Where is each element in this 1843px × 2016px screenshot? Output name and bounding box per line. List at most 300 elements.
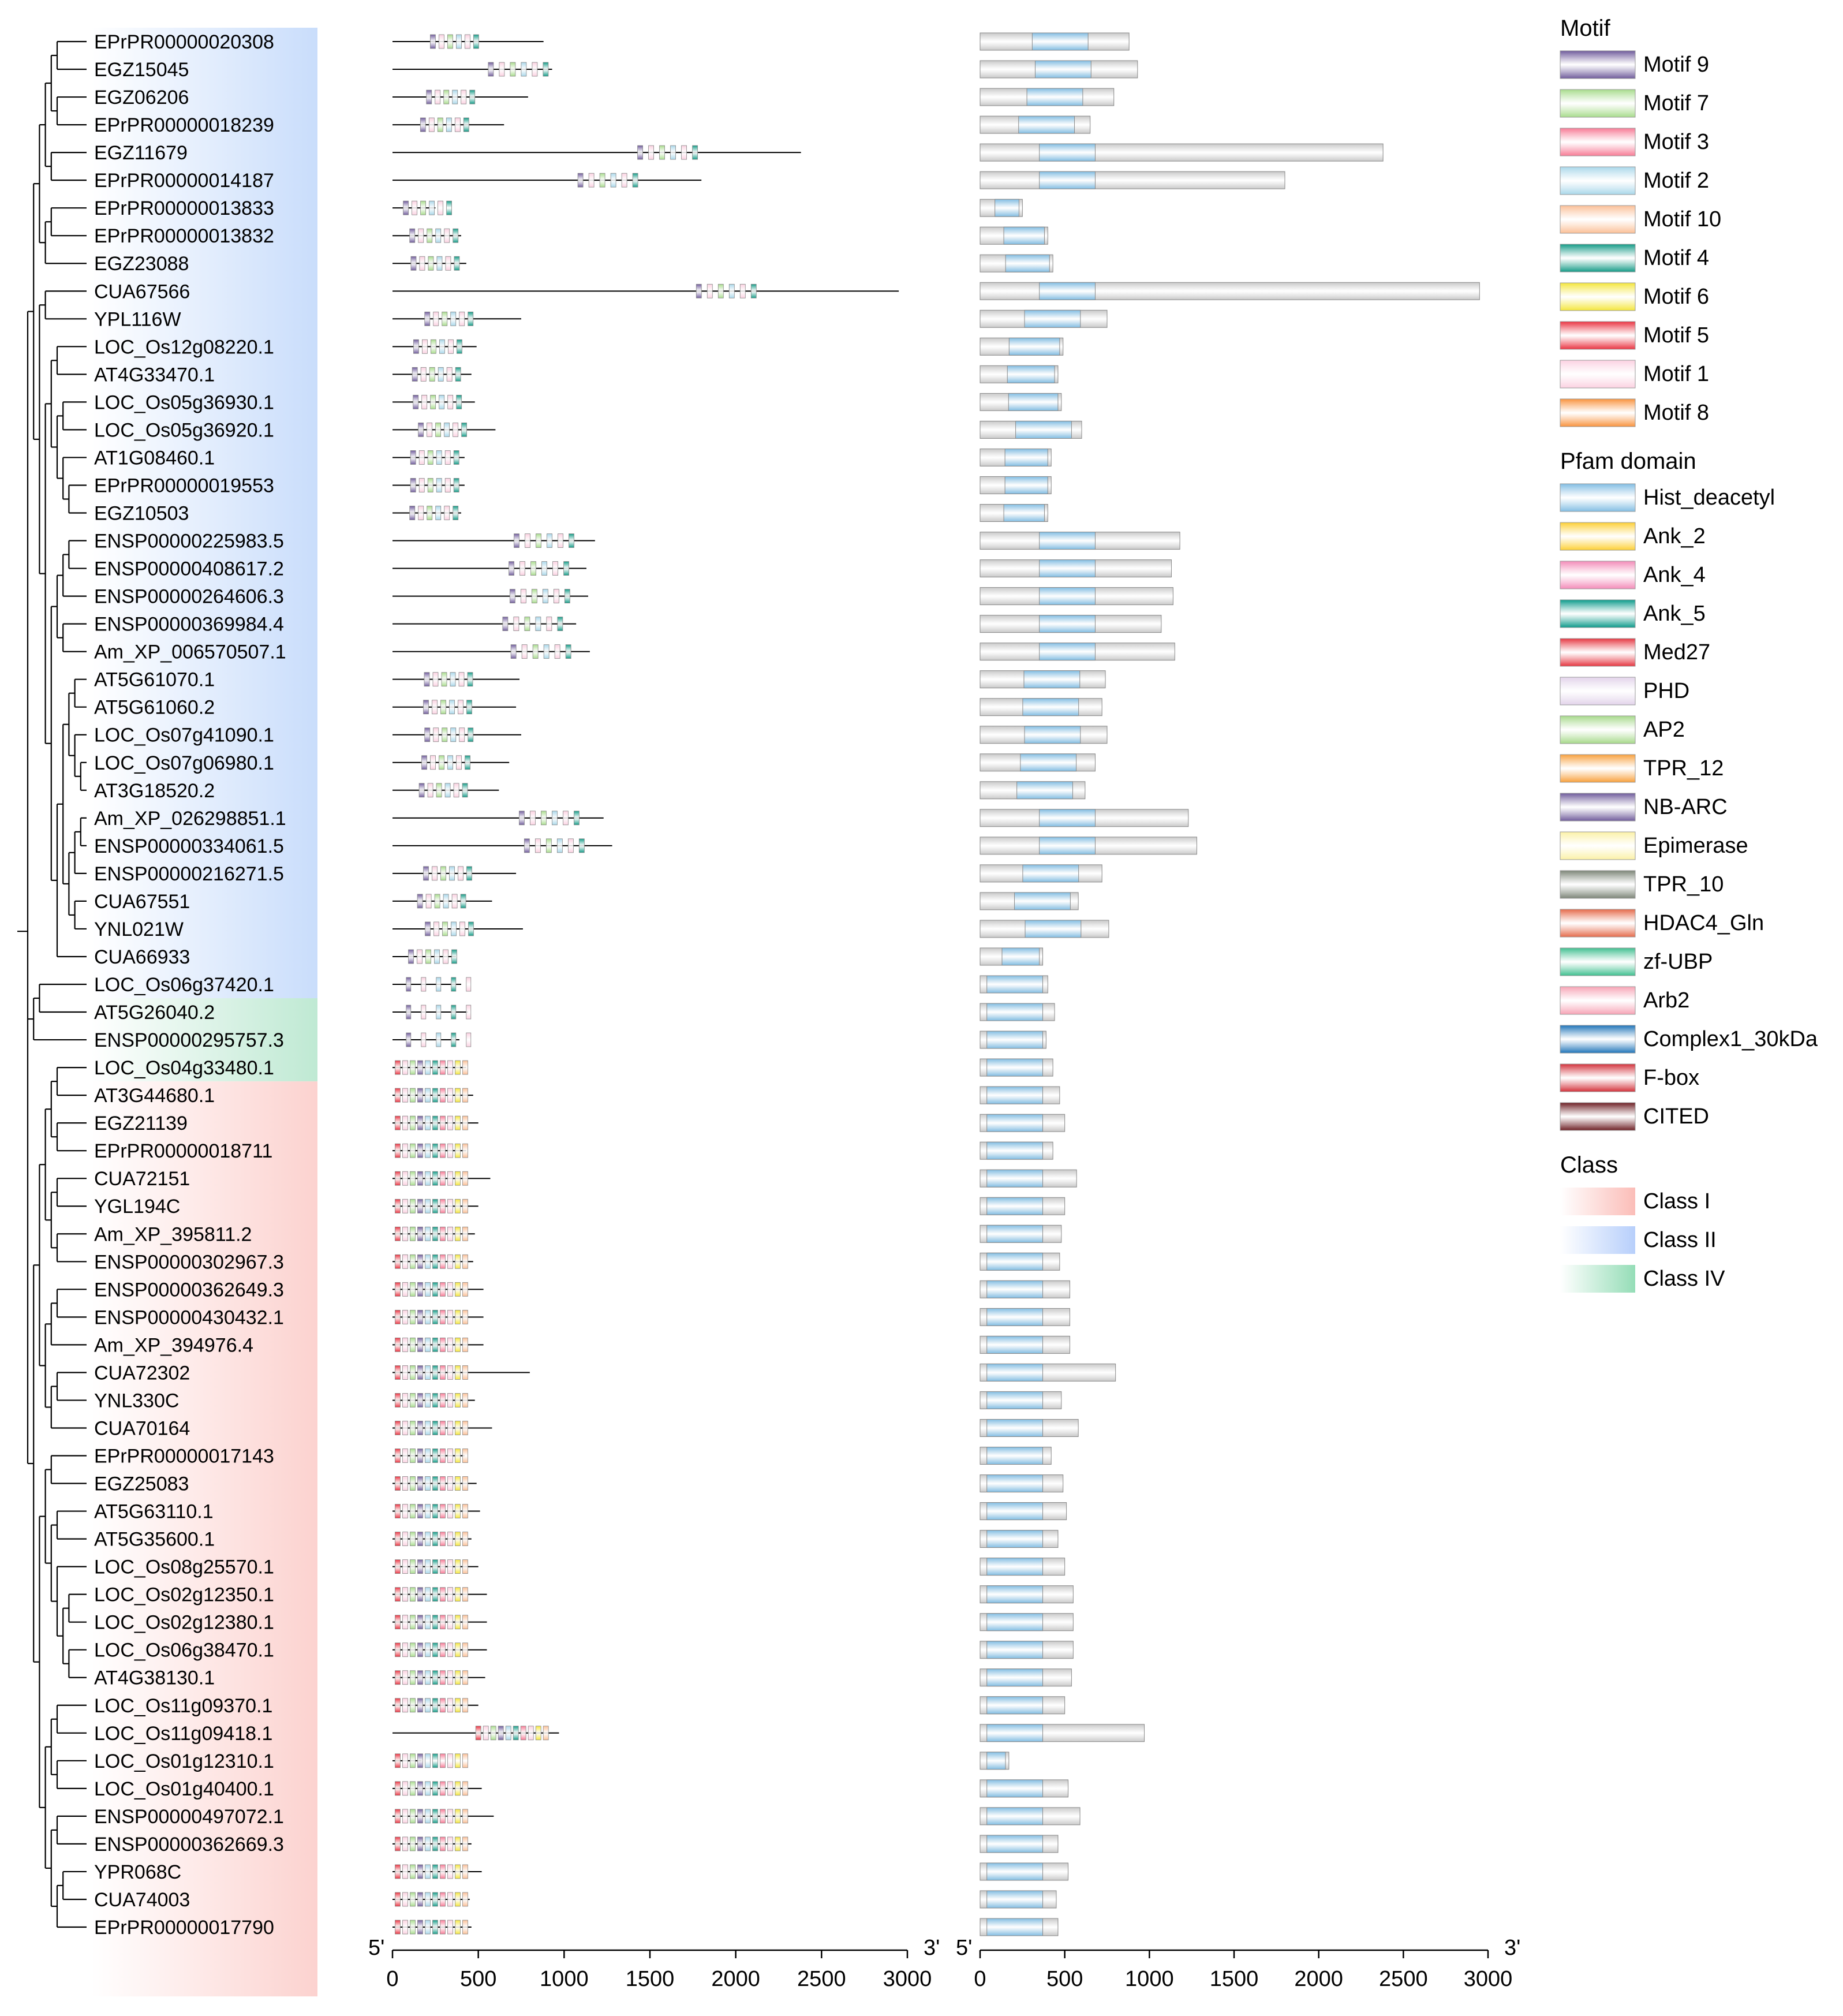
motif-box: [432, 1144, 438, 1158]
axis-tick-label: 0: [386, 1967, 399, 1991]
motif-box: [432, 1532, 438, 1546]
motif-box: [419, 450, 424, 464]
motif-box: [395, 1588, 400, 1601]
motif-box: [425, 1671, 430, 1685]
motif-box: [638, 145, 643, 159]
protein-label: EPrPR00000017790: [94, 1917, 274, 1939]
protein-label: CUA66933: [94, 946, 190, 968]
motif-box: [425, 1061, 430, 1074]
motif-box: [531, 562, 536, 576]
motif-box: [447, 1671, 453, 1685]
pfam-legend-swatch: [1560, 484, 1635, 512]
motif-box: [447, 1865, 453, 1879]
axis-tick-label: 2500: [797, 1967, 846, 1991]
motif-box: [461, 90, 466, 104]
motif-box: [511, 645, 516, 659]
motif-box: [425, 1365, 430, 1379]
motif-box: [395, 1282, 400, 1296]
protein-label: AT5G63110.1: [94, 1500, 214, 1523]
motif-legend-label: Motif 2: [1643, 169, 1710, 193]
motif-box: [440, 1588, 445, 1601]
domain-hist-deacetyl: [987, 1142, 1043, 1159]
domain-hist-deacetyl: [1024, 671, 1080, 688]
domain-hist-deacetyl: [1040, 144, 1096, 161]
motif-box: [547, 534, 552, 548]
domain-hist-deacetyl: [987, 1835, 1043, 1853]
motif-box: [544, 645, 549, 659]
motif-box: [395, 1920, 400, 1934]
motif-box: [417, 1532, 423, 1546]
protein-label: LOC_Os05g36920.1: [94, 419, 274, 442]
motif-box: [425, 1255, 430, 1268]
motif-box: [447, 1393, 453, 1407]
motif-box: [432, 1171, 438, 1185]
protein-label: Am_XP_026298851.1: [94, 807, 286, 830]
motif-box: [395, 1671, 400, 1685]
domain-hist-deacetyl: [987, 1447, 1043, 1465]
motif-box: [453, 423, 458, 436]
motif-box: [440, 1171, 445, 1185]
motif-box: [395, 1615, 400, 1629]
motif-box: [417, 1144, 423, 1158]
motif-box: [436, 1033, 441, 1047]
protein-label: LOC_Os07g06980.1: [94, 752, 274, 774]
motif-box: [455, 1560, 460, 1574]
motif-box: [417, 1227, 423, 1241]
motif-box: [417, 1892, 423, 1906]
axis-5prime-label: 5': [368, 1936, 385, 1960]
motif-box: [440, 1698, 445, 1712]
motif-box: [417, 1504, 423, 1518]
motif-box: [429, 367, 435, 381]
motif-box: [514, 534, 519, 548]
motif-box: [419, 783, 424, 797]
motif-box: [448, 756, 453, 770]
motif-box: [425, 1338, 430, 1352]
pfam-legend-swatch: [1560, 755, 1635, 782]
motif-box: [462, 1061, 468, 1074]
domain-hist-deacetyl: [987, 1059, 1043, 1076]
motif-box: [455, 1754, 460, 1768]
motif-box: [410, 1920, 415, 1934]
motif-box: [440, 1199, 445, 1213]
motif-box: [436, 229, 441, 242]
motif-box: [410, 229, 415, 242]
axis-tick-label: 0: [974, 1967, 986, 1991]
motif-box: [432, 1338, 438, 1352]
motif-box: [432, 1865, 438, 1879]
protein-label: YGL194C: [94, 1196, 181, 1218]
motif-box: [417, 1477, 423, 1491]
domain-hist-deacetyl: [1032, 33, 1088, 50]
motif-box: [462, 1421, 468, 1435]
pfam-legend-label: zf-UBP: [1643, 950, 1713, 974]
domain-hist-deacetyl: [1020, 754, 1076, 771]
motif-box: [462, 1255, 468, 1268]
motif-box: [447, 1421, 453, 1435]
motif-box: [441, 700, 446, 714]
motif-box: [438, 367, 443, 381]
motif-box: [448, 395, 453, 409]
motif-box: [432, 1643, 438, 1657]
motif-box: [440, 1393, 445, 1407]
motif-box: [402, 1865, 408, 1879]
motif-box: [432, 1255, 438, 1268]
motif-legend-swatch: [1560, 89, 1635, 117]
motif-box: [406, 1033, 411, 1047]
motif-box: [410, 1837, 415, 1851]
motif-box: [427, 90, 432, 104]
protein-label: EGZ21139: [94, 1112, 188, 1135]
protein-label: ENSP00000334061.5: [94, 835, 284, 857]
motif-box: [424, 673, 429, 686]
motif-box: [432, 1504, 438, 1518]
motif-box: [473, 35, 478, 48]
protein-label: AT5G61060.2: [94, 696, 215, 719]
motif-box: [436, 478, 442, 492]
motif-box: [447, 1449, 453, 1463]
motif-box: [417, 1088, 423, 1102]
motif-box: [410, 1421, 415, 1435]
motif-box: [410, 1227, 415, 1241]
protein-label: EPrPR00000013833: [94, 197, 274, 220]
motif-box: [432, 1892, 438, 1906]
motif-box: [402, 1532, 408, 1546]
protein-label: LOC_Os11g09418.1: [94, 1722, 273, 1745]
motif-box: [463, 118, 469, 132]
motif-box: [455, 1449, 460, 1463]
motif-box: [466, 1005, 471, 1019]
protein-label: AT5G26040.2: [94, 1002, 215, 1024]
motif-box: [546, 839, 551, 853]
protein-label: Am_XP_006570507.1: [94, 641, 286, 663]
motif-box: [444, 506, 450, 520]
phylogenetic-tree: [17, 42, 87, 1927]
domain-hist-deacetyl: [1007, 365, 1055, 383]
motif-box: [740, 284, 745, 298]
motif-box: [433, 673, 438, 686]
motif-box: [454, 450, 459, 464]
protein-label: Am_XP_395811.2: [94, 1223, 252, 1246]
motif-box: [459, 312, 465, 326]
motif-box: [417, 1671, 423, 1685]
motif-box: [445, 478, 450, 492]
motif-box: [455, 1865, 460, 1879]
motif-legend-swatch: [1560, 360, 1635, 388]
motif-box: [395, 1116, 400, 1130]
motif-box: [395, 1892, 400, 1906]
domain-hist-deacetyl: [1004, 227, 1044, 244]
domain-hist-deacetyl: [987, 1475, 1043, 1492]
motif-box: [442, 312, 447, 326]
motif-box: [440, 1061, 445, 1074]
motif-box: [433, 922, 439, 936]
motif-box: [425, 1088, 430, 1102]
motif-box: [395, 1504, 400, 1518]
motif-box: [447, 1643, 453, 1657]
motif-box: [432, 1698, 438, 1712]
domain-hist-deacetyl: [1017, 782, 1073, 799]
motif-box: [455, 1698, 460, 1712]
motif-box: [682, 145, 687, 159]
motif-box: [455, 1782, 460, 1795]
motif-box: [424, 867, 429, 880]
domain-hist-deacetyl: [987, 1003, 1043, 1021]
motif-box: [707, 284, 712, 298]
motif-box: [447, 1892, 453, 1906]
motif-box: [554, 589, 559, 603]
motif-box: [444, 90, 449, 104]
motif-box: [395, 1338, 400, 1352]
class-legend-swatch: [1560, 1226, 1635, 1254]
motif-box: [425, 1920, 430, 1934]
motif-box: [432, 1671, 438, 1685]
protein-label: EPrPR00000018239: [94, 114, 274, 137]
motif-box: [421, 1033, 426, 1047]
motif-box: [402, 1671, 408, 1685]
motif-box: [447, 1477, 453, 1491]
protein-label: LOC_Os12g08220.1: [94, 336, 274, 359]
motif-box: [402, 1116, 408, 1130]
motif-box: [510, 62, 515, 76]
motif-box: [557, 839, 562, 853]
motif-box: [447, 1088, 453, 1102]
protein-label: AT5G61070.1: [94, 669, 215, 691]
motif-box: [429, 201, 435, 215]
protein-label: ENSP00000216271.5: [94, 863, 284, 885]
protein-label: LOC_Os06g37420.1: [94, 974, 274, 996]
motif-box: [395, 1754, 400, 1768]
motif-box: [425, 1477, 430, 1491]
motif-box: [431, 395, 436, 409]
motif-box: [455, 1837, 460, 1851]
domain-hist-deacetyl: [987, 1087, 1043, 1104]
motif-box: [440, 1310, 445, 1324]
protein-label: EGZ23088: [94, 253, 189, 275]
motif-box: [467, 700, 472, 714]
axis-tick-label: 1000: [540, 1967, 589, 1991]
motif-box: [417, 1698, 423, 1712]
motif-box: [440, 1920, 445, 1934]
motif-box: [514, 617, 519, 631]
motif-box: [547, 617, 552, 631]
motif-box: [462, 1227, 468, 1241]
motif-box: [729, 284, 734, 298]
motif-box: [447, 1532, 453, 1546]
domain-hist-deacetyl: [987, 1724, 1043, 1742]
motif-box: [455, 1671, 460, 1685]
domain-hist-deacetyl: [1025, 726, 1081, 744]
motif-box: [455, 1504, 460, 1518]
motif-box: [432, 1227, 438, 1241]
motif-box: [448, 339, 453, 353]
motif-box: [440, 1116, 445, 1130]
motif-legend-swatch: [1560, 51, 1635, 79]
motif-box: [447, 1227, 453, 1241]
protein-label: AT3G44680.1: [94, 1085, 215, 1107]
motif-box: [447, 1199, 453, 1213]
motif-box: [426, 950, 431, 964]
protein-label: EGZ15045: [94, 59, 189, 81]
motif-box: [425, 1504, 430, 1518]
motif-box: [462, 423, 467, 436]
motif-box: [425, 1144, 430, 1158]
motif-box: [425, 1809, 430, 1823]
motif-box: [410, 1588, 415, 1601]
motif-legend-label: Motif 7: [1643, 91, 1710, 115]
motif-box: [455, 1088, 460, 1102]
motif-box: [402, 1643, 408, 1657]
legend: [1560, 16, 1818, 1293]
motif-box: [455, 1920, 460, 1934]
motif-box: [440, 1837, 445, 1851]
protein-label: ENSP00000408617.2: [94, 558, 284, 580]
motif-box: [455, 1255, 460, 1268]
motif-box: [417, 1171, 423, 1185]
motif-box: [413, 395, 418, 409]
protein-label: Am_XP_394976.4: [94, 1334, 253, 1357]
motif-box: [462, 1671, 468, 1685]
protein-label: EGZ06206: [94, 87, 189, 109]
domain-hist-deacetyl: [987, 1697, 1043, 1714]
domain-hist-deacetyl: [1025, 310, 1081, 327]
motif-box: [402, 1255, 408, 1268]
pfam-legend-label: AP2: [1643, 718, 1685, 742]
motif-box: [454, 783, 459, 797]
motif-box: [425, 1282, 430, 1296]
motif-box: [536, 1726, 541, 1740]
motif-box: [395, 1449, 400, 1463]
pfam-legend-title: Pfam domain: [1560, 449, 1696, 474]
motif-legend-title: Motif: [1560, 16, 1610, 41]
motif-box: [536, 534, 541, 548]
motif-box: [451, 977, 456, 991]
motif-box: [425, 922, 430, 936]
motif-box: [402, 1754, 408, 1768]
domain-hist-deacetyl: [987, 1530, 1043, 1548]
motif-box: [421, 1005, 426, 1019]
protein-label: YNL330C: [94, 1390, 180, 1412]
pfam-legend-label: Complex1_30kDa: [1643, 1027, 1818, 1051]
motif-box: [436, 977, 441, 991]
motif-box: [462, 1338, 468, 1352]
motif-box: [395, 1421, 400, 1435]
domain-hist-deacetyl: [987, 1170, 1043, 1187]
motif-box: [435, 950, 440, 964]
domain-hist-deacetyl: [987, 1863, 1043, 1880]
motif-box: [410, 1199, 415, 1213]
motif-legend-swatch: [1560, 128, 1635, 156]
motif-box: [462, 1504, 468, 1518]
motif-box: [402, 1504, 408, 1518]
motif-box: [425, 1698, 430, 1712]
motif-box: [525, 617, 530, 631]
motif-box: [506, 1726, 511, 1740]
motif-box: [425, 1837, 430, 1851]
motif-box: [410, 1255, 415, 1268]
motif-box: [410, 1809, 415, 1823]
motif-box: [410, 1504, 415, 1518]
motif-box: [660, 145, 665, 159]
class-legend-label: Class IV: [1643, 1267, 1725, 1291]
motif-box: [410, 1615, 415, 1629]
motif-box: [432, 1449, 438, 1463]
protein-label: YNL021W: [94, 918, 184, 940]
motif-box: [542, 562, 547, 576]
motif-box: [696, 284, 701, 298]
motif-box: [417, 1310, 423, 1324]
motif-box: [417, 1116, 423, 1130]
motif-box: [452, 894, 457, 908]
motif-box: [417, 1865, 423, 1879]
motif-box: [574, 811, 579, 825]
motif-box: [453, 506, 458, 520]
motif-box: [447, 1282, 453, 1296]
motif-box: [532, 62, 537, 76]
motif-box: [422, 339, 427, 353]
motif-box: [425, 1754, 430, 1768]
motif-box: [432, 1588, 438, 1601]
motif-box: [447, 367, 452, 381]
motif-box: [447, 35, 453, 48]
motif-box: [406, 977, 411, 991]
motif-box: [412, 201, 417, 215]
motif-box: [425, 1782, 430, 1795]
protein-label: ENSP00000295757.3: [94, 1029, 284, 1052]
domain-hist-deacetyl: [1023, 865, 1079, 882]
motif-box: [440, 1421, 445, 1435]
motif-panel: [392, 35, 899, 1934]
domain-hist-deacetyl: [987, 1614, 1043, 1631]
domain-hist-deacetyl: [1040, 282, 1096, 300]
motif-box: [440, 1365, 445, 1379]
protein-label: LOC_Os01g12310.1: [94, 1750, 274, 1772]
pfam-legend-label: Ank_2: [1643, 524, 1706, 548]
motif-box: [578, 173, 583, 187]
pfam-legend-swatch: [1560, 639, 1635, 666]
domain-hist-deacetyl: [987, 976, 1043, 993]
motif-box: [402, 1615, 408, 1629]
pfam-legend-label: Hist_deacetyl: [1643, 486, 1775, 510]
domain-hist-deacetyl: [1025, 920, 1081, 938]
motif-box: [462, 1754, 468, 1768]
motif-box: [417, 1837, 423, 1851]
motif-box: [483, 1726, 488, 1740]
protein-label: AT3G18520.2: [94, 779, 215, 802]
motif-box: [432, 1809, 438, 1823]
motif-box: [440, 1782, 445, 1795]
domain-hist-deacetyl: [987, 1891, 1043, 1908]
motif-box: [535, 839, 540, 853]
pfam-legend-label: Ank_4: [1643, 563, 1706, 587]
motif-box: [432, 1365, 438, 1379]
motif-box: [439, 35, 444, 48]
motif-box: [543, 1726, 548, 1740]
motif-box: [402, 1310, 408, 1324]
motif-box: [432, 1199, 438, 1213]
motif-box: [445, 450, 450, 464]
motif-box: [455, 1365, 460, 1379]
motif-box: [440, 1560, 445, 1574]
domain-hist-deacetyl: [1040, 171, 1096, 189]
motif-box: [462, 1116, 468, 1130]
motif-box: [456, 35, 461, 48]
domain-hist-deacetyl: [1027, 88, 1083, 106]
motif-box: [440, 1615, 445, 1629]
motif-box: [462, 1199, 468, 1213]
motif-box: [522, 645, 527, 659]
motif-box: [452, 950, 457, 964]
